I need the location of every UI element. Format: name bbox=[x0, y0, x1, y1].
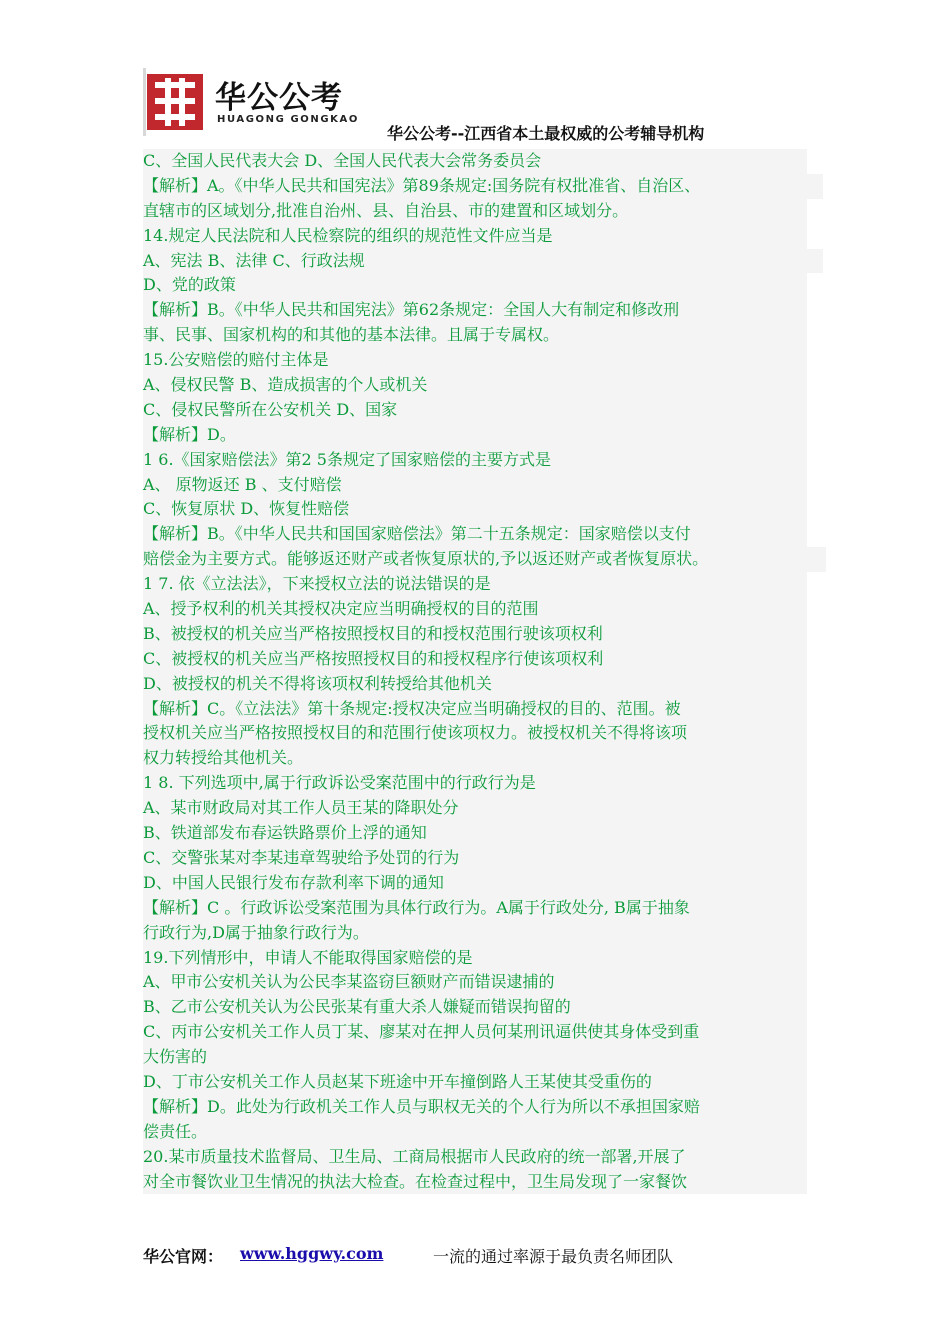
text-line: A、宪法 B、法律 C、行政法规 bbox=[143, 249, 823, 274]
text-line: C、全国人民代表大会 D、全国人民代表大会常务委员会 bbox=[143, 149, 807, 174]
text-line: 【解析】B。《中华人民共和国宪法》第62条规定：全国人大有制定和修改刑 bbox=[143, 298, 807, 323]
text-line: 【解析】C。《立法法》第十条规定:授权决定应当明确授权的目的、范围。被 bbox=[143, 697, 807, 722]
text-line: 1 6.《国家赔偿法》第2 5条规定了国家赔偿的主要方式是 bbox=[143, 448, 807, 473]
header-slogan: 华公公考--江西省本土最权威的公考辅导机构 bbox=[387, 124, 705, 143]
text-line: 对全市餐饮业卫生情况的执法大检查。在检查过程中，卫生局发现了一家餐饮 bbox=[143, 1170, 807, 1195]
text-line: A、侵权民警 B、造成损害的个人或机关 bbox=[143, 373, 807, 398]
text-line: C、被授权的机关应当严格按照授权目的和授权程序行使该项权利 bbox=[143, 647, 807, 672]
footer-motto: 一流的通过率源于最负责名师团队 bbox=[433, 1247, 674, 1266]
text-line: B、乙市公安机关认为公民张某有重大杀人嫌疑而错误拘留的 bbox=[143, 995, 807, 1020]
text-line: 【解析】C 。行政诉讼受案范围为具体行政行为。A属于行政处分, B属于抽象 bbox=[143, 896, 807, 921]
text-line: 1 7. 依《立法法》，下来授权立法的说法错误的是 bbox=[143, 572, 807, 597]
text-line: 权力转授给其他机关。 bbox=[143, 746, 807, 771]
text-line: B、铁道部发布春运铁路票价上浮的通知 bbox=[143, 821, 807, 846]
text-line: 行政行为,D属于抽象行政行为。 bbox=[143, 921, 807, 946]
text-line: D、被授权的机关不得将该项权利转授给其他机关 bbox=[143, 672, 807, 697]
document-body bbox=[143, 149, 807, 1194]
text-line: 直辖市的区域划分,批准自治州、县、自治县、市的建置和区域划分。 bbox=[143, 199, 807, 224]
text-line: 偿责任。 bbox=[143, 1120, 807, 1145]
text-line: D、丁市公安机关工作人员赵某下班途中开车撞倒路人王某使其受重伤的 bbox=[143, 1070, 807, 1095]
text-line: A、某市财政局对其工作人员王某的降职处分 bbox=[143, 796, 807, 821]
text-line: 【解析】D。 bbox=[143, 423, 807, 448]
text-line: 【解析】A。《中华人民共和国宪法》第89条规定:国务院有权批准省、自治区、 bbox=[143, 174, 823, 199]
text-line: 20.某市质量技术监督局、卫生局、工商局根据市人民政府的统一部署,开展了 bbox=[143, 1145, 807, 1170]
text-line: C、交警张某对李某违章驾驶给予处罚的行为 bbox=[143, 846, 807, 871]
logo-text: 华公公考 bbox=[215, 80, 343, 116]
footer-label: 华公官网： bbox=[143, 1247, 224, 1266]
text-line: 19.下列情形中，申请人不能取得国家赔偿的是 bbox=[143, 946, 807, 971]
text-line: C、丙市公安机关工作人员丁某、廖某对在押人员何某刑讯逼供使其身体受到重 bbox=[143, 1020, 807, 1045]
text-line: D、中国人民银行发布存款利率下调的通知 bbox=[143, 871, 807, 896]
text-line: 事、民事、国家机构的和其他的基本法律。且属于专属权。 bbox=[143, 323, 807, 348]
text-line: B、被授权的机关应当严格按照授权目的和授权范围行驶该项权利 bbox=[143, 622, 807, 647]
text-line: A、授予权利的机关其授权决定应当明确授权的目的范围 bbox=[143, 597, 807, 622]
text-line: 14.规定人民法院和人民检察院的组织的规范性文件应当是 bbox=[143, 224, 807, 249]
text-line: 【解析】D。此处为行政机关工作人员与职权无关的个人行为所以不承担国家赔 bbox=[143, 1095, 807, 1120]
logo-subtext: HUAGONG GONGKAO bbox=[217, 114, 359, 125]
text-line: 15.公安赔偿的赔付主体是 bbox=[143, 348, 807, 373]
text-line: A、 原物返还 B 、支付赔偿 bbox=[143, 473, 807, 498]
text-line: 授权机关应当严格按照授权目的和范围行使该项权力。被授权机关不得将该项 bbox=[143, 721, 807, 746]
logo-seal-icon bbox=[143, 68, 207, 136]
text-line: 大伤害的 bbox=[143, 1045, 807, 1070]
text-line: 赔偿金为主要方式。能够返还财产或者恢复原状的,予以返还财产或者恢复原状。 bbox=[143, 547, 826, 572]
text-line: 【解析】B。《中华人民共和国国家赔偿法》第二十五条规定：国家赔偿以支付 bbox=[143, 522, 807, 547]
text-line: A、甲市公安机关认为公民李某盗窃巨额财产而错误逮捕的 bbox=[143, 970, 807, 995]
footer-website-link[interactable]: www.hggwy.com bbox=[240, 1244, 384, 1263]
page-header bbox=[143, 68, 823, 144]
text-line: 1 8. 下列选项中,属于行政诉讼受案范围中的行政行为是 bbox=[143, 771, 807, 796]
text-line: C、侵权民警所在公安机关 D、国家 bbox=[143, 398, 807, 423]
text-line: C、恢复原状 D、恢复性赔偿 bbox=[143, 497, 807, 522]
text-line: D、党的政策 bbox=[143, 273, 807, 298]
